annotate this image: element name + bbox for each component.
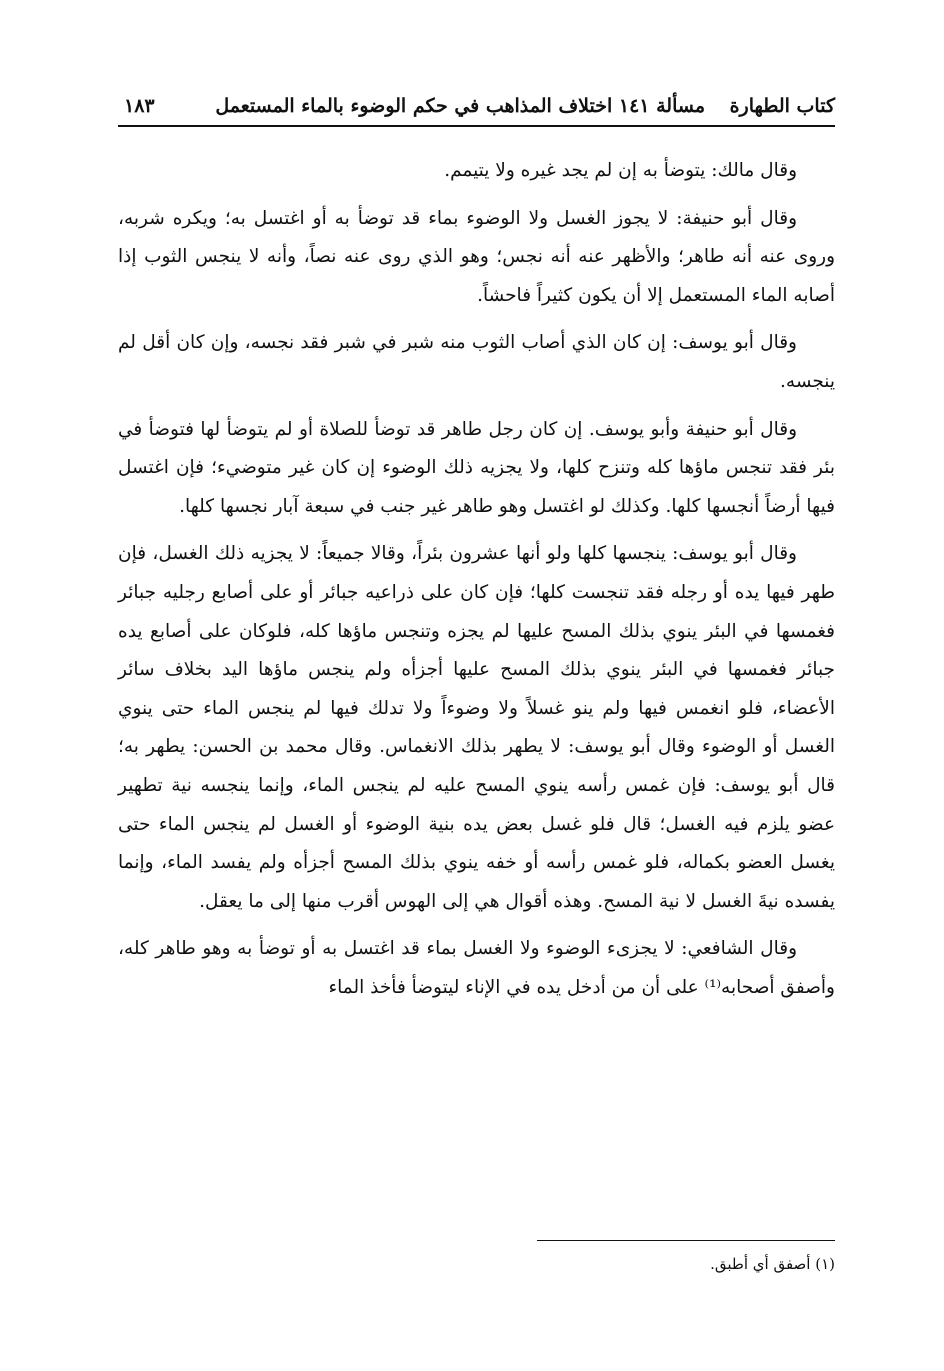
footnote: (١) أصفق أي أطبق. (710, 1255, 835, 1273)
header-rule (118, 125, 835, 127)
paragraph-abu-hanifa: وقال أبو حنيفة: لا يجوز الغسل ولا الوضوء بماء قد توضأ به أو اغتسل به؛ ويكره شربه، وروى عنه أنه طاهر؛ والأظهر عنه أنه نجس؛ وهو الذي روى عنه نصاً، وأنه لا ينجس الثوب إذا أصابه الماء المستعمل إلا أن يكون كثيراً فاحشاً. (118, 207, 835, 306)
paragraph-abu-yusuf-wells: وقال أبو يوسف: ينجسها كلها ولو أنها عشرون بئراً، وقالا جميعاً: لا يجزيه ذلك الغسل، فإن طهر فيها يده أو رجله فقد تنجست كلها؛ فإن كان على ذراعيه جبائر أو على أصابع رجليه جبائر فغمسها في البئر ينوي بذلك المسح عليها لم يجزه وتنجس ماؤها كله، فلوكان على أصابع يده جبائر فغمسها في البئر ينوي بذلك المسح عليها أجزأه ولم ينجس ماؤها اليد بخلاف سائر الأعضاء، فلو انغمس فيها ولم ينو غسلاً ولا وضوءاً ولا تدلك فيها لم ينجس الماء حتى ينوي الغسل أو الوضوء وقال أبو يوسف: لا يطهر بذلك الانغماس. وقال محمد بن الحسن: يطهر به؛ قال أبو يوسف: فإن غمس رأسه ينوي المسح عليه لم ينجس الماء، وإنما ينجسه نية تطهير عضو يلزم فيه الغسل؛ قال فلو غسل بعض يده بنية الوضوء أو الغسل لم ينجس الماء حتى يغسل العضو بكماله، فلو غمس رأسه أو خفه ينوي بذلك المسح أجزأه ولم يفسد الماء، وإنما يفسده نيةَ الغسل لا نية المسح. وهذه أقوال هي إلى الهوس أقرب منها إلى ما يعقل. (118, 543, 835, 912)
book-title: كتاب الطهارة (729, 95, 835, 117)
section-title: مسألة ١٤١ اختلاف المذاهب في حكم الوضوء بالماء المستعمل (215, 95, 705, 117)
book-page (118, 70, 835, 1360)
paragraph-shafii: وقال الشافعي: لا يجزىء الوضوء ولا الغسل بماء قد اغتسل به أو توضأ به وهو طاهر كله، وأصفق أصحابه⁽¹⁾ على أن من أدخل يده في الإناء ليتوضأ فأخذ الماء (118, 938, 835, 998)
page-number: ١٨٣ (124, 95, 155, 117)
paragraph-abu-hanifa-abu-yusuf: وقال أبو حنيفة وأبو يوسف. إن كان رجل طاهر قد توضأ للصلاة أو لم يتوضأ لها فتوضأ في بئر فقد تنجس ماؤها كله وتنزح كلها، ولا يجزيه ذلك الوضوء إن كان غير متوضيء؛ فإن اغتسل فيها أرضاً أنجسها كلها. وكذلك لو اغتسل وهو طاهر غير جنب في سبعة آبار نجسها كلها. (118, 418, 835, 517)
running-head (118, 88, 835, 124)
paragraph-abu-yusuf: وقال أبو يوسف: إن كان الذي أصاب الثوب منه شبر في شبر فقد نجسه، وإن كان أقل لم ينجسه. (118, 332, 835, 392)
footnote-rule (537, 1240, 835, 1241)
body-text (118, 152, 835, 1016)
paragraph-malik: وقال مالك: يتوضأ به إن لم يجد غيره ولا يتيمم. (444, 160, 797, 181)
